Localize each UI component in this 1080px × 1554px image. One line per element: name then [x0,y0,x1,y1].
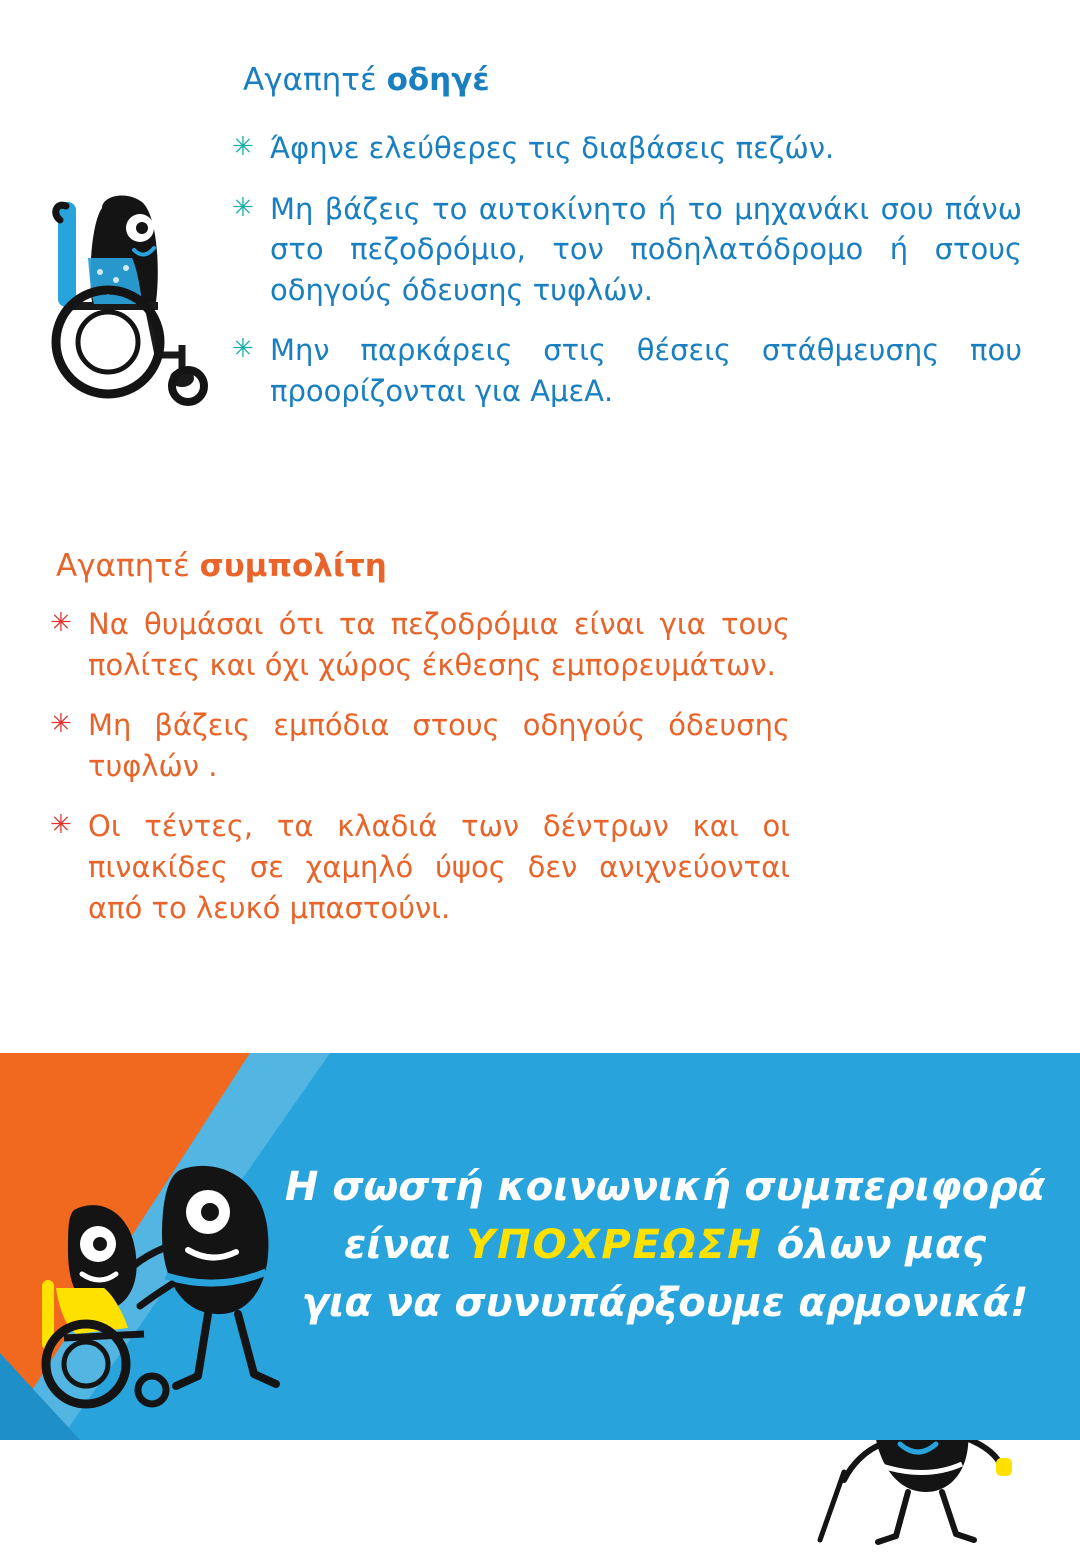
driver-bullet-list [232,128,1022,432]
list-item [50,806,790,928]
driver-item-text: Άφηνε ελεύθερες τις διαβάσεις πεζών. [270,131,835,165]
asterisk-bullet-icon: ✳ [232,132,254,162]
citizen-item-text: Να θυμάσαι ότι τα πεζοδρόμια είναι για τους πολίτες και όχι χώρος έκθεσης εμπορευμάτων. [88,607,790,682]
list-item [232,330,1022,411]
two-friends-illustration [12,1138,312,1428]
driver-heading [243,62,490,99]
citizen-heading-bold: συμπολίτη [199,548,387,584]
citizen-section [0,520,1080,1050]
citizen-heading-light: Αγαπητέ [56,548,200,584]
asterisk-bullet-icon: ✳ [50,608,72,638]
banner-line-2 [280,1216,1050,1274]
asterisk-bullet-icon: ✳ [50,810,72,841]
banner-line-3: για να συνυπάρξουμε αρμονικά! [301,1280,1029,1326]
banner-line-2-pre: είναι [343,1222,467,1268]
citizen-item-text: Οι τέντες, τα κλαδιά των δέντρων και οι πινακίδες σε χαμηλό ύψος δεν ανιχνεύονται από το λευκό μπαστούνι. [88,809,790,925]
asterisk-bullet-icon: ✳ [232,192,254,223]
banner-line-2-post: όλων μας [762,1222,987,1268]
citizen-item-text: Μη βάζεις εμπόδια στους οδηγούς όδευσης τυφλών . [88,708,790,783]
list-item [232,189,1022,311]
driver-item-text: Μην παρκάρεις στις θέσεις στάθμευσης που προορίζονται για ΑμεΑ. [270,333,1022,408]
banner-line-1: Η σωστή κοινωνική συμπεριφορά [284,1164,1046,1210]
banner-slogan [280,1158,1050,1332]
wheelchair-user-illustration [30,180,230,420]
banner-keyword: ΥΠΟΧΡΕΩΣΗ [466,1222,763,1268]
asterisk-bullet-icon: ✳ [50,709,72,740]
list-item [232,128,1022,169]
driver-heading-bold: οδηγέ [386,62,490,98]
citizen-bullet-list [50,604,790,948]
list-item [50,705,790,786]
bottom-banner [0,1053,1080,1440]
asterisk-bullet-icon: ✳ [232,334,254,365]
driver-heading-light: Αγαπητέ [243,62,387,98]
driver-item-text: Μη βάζεις το αυτοκίνητο ή το μηχανάκι σου πάνω στο πεζοδρόμιο, τον ποδηλατόδρομο ή στους οδηγούς όδευσης τυφλών. [270,191,1022,307]
citizen-heading [56,548,387,585]
list-item [50,604,790,685]
